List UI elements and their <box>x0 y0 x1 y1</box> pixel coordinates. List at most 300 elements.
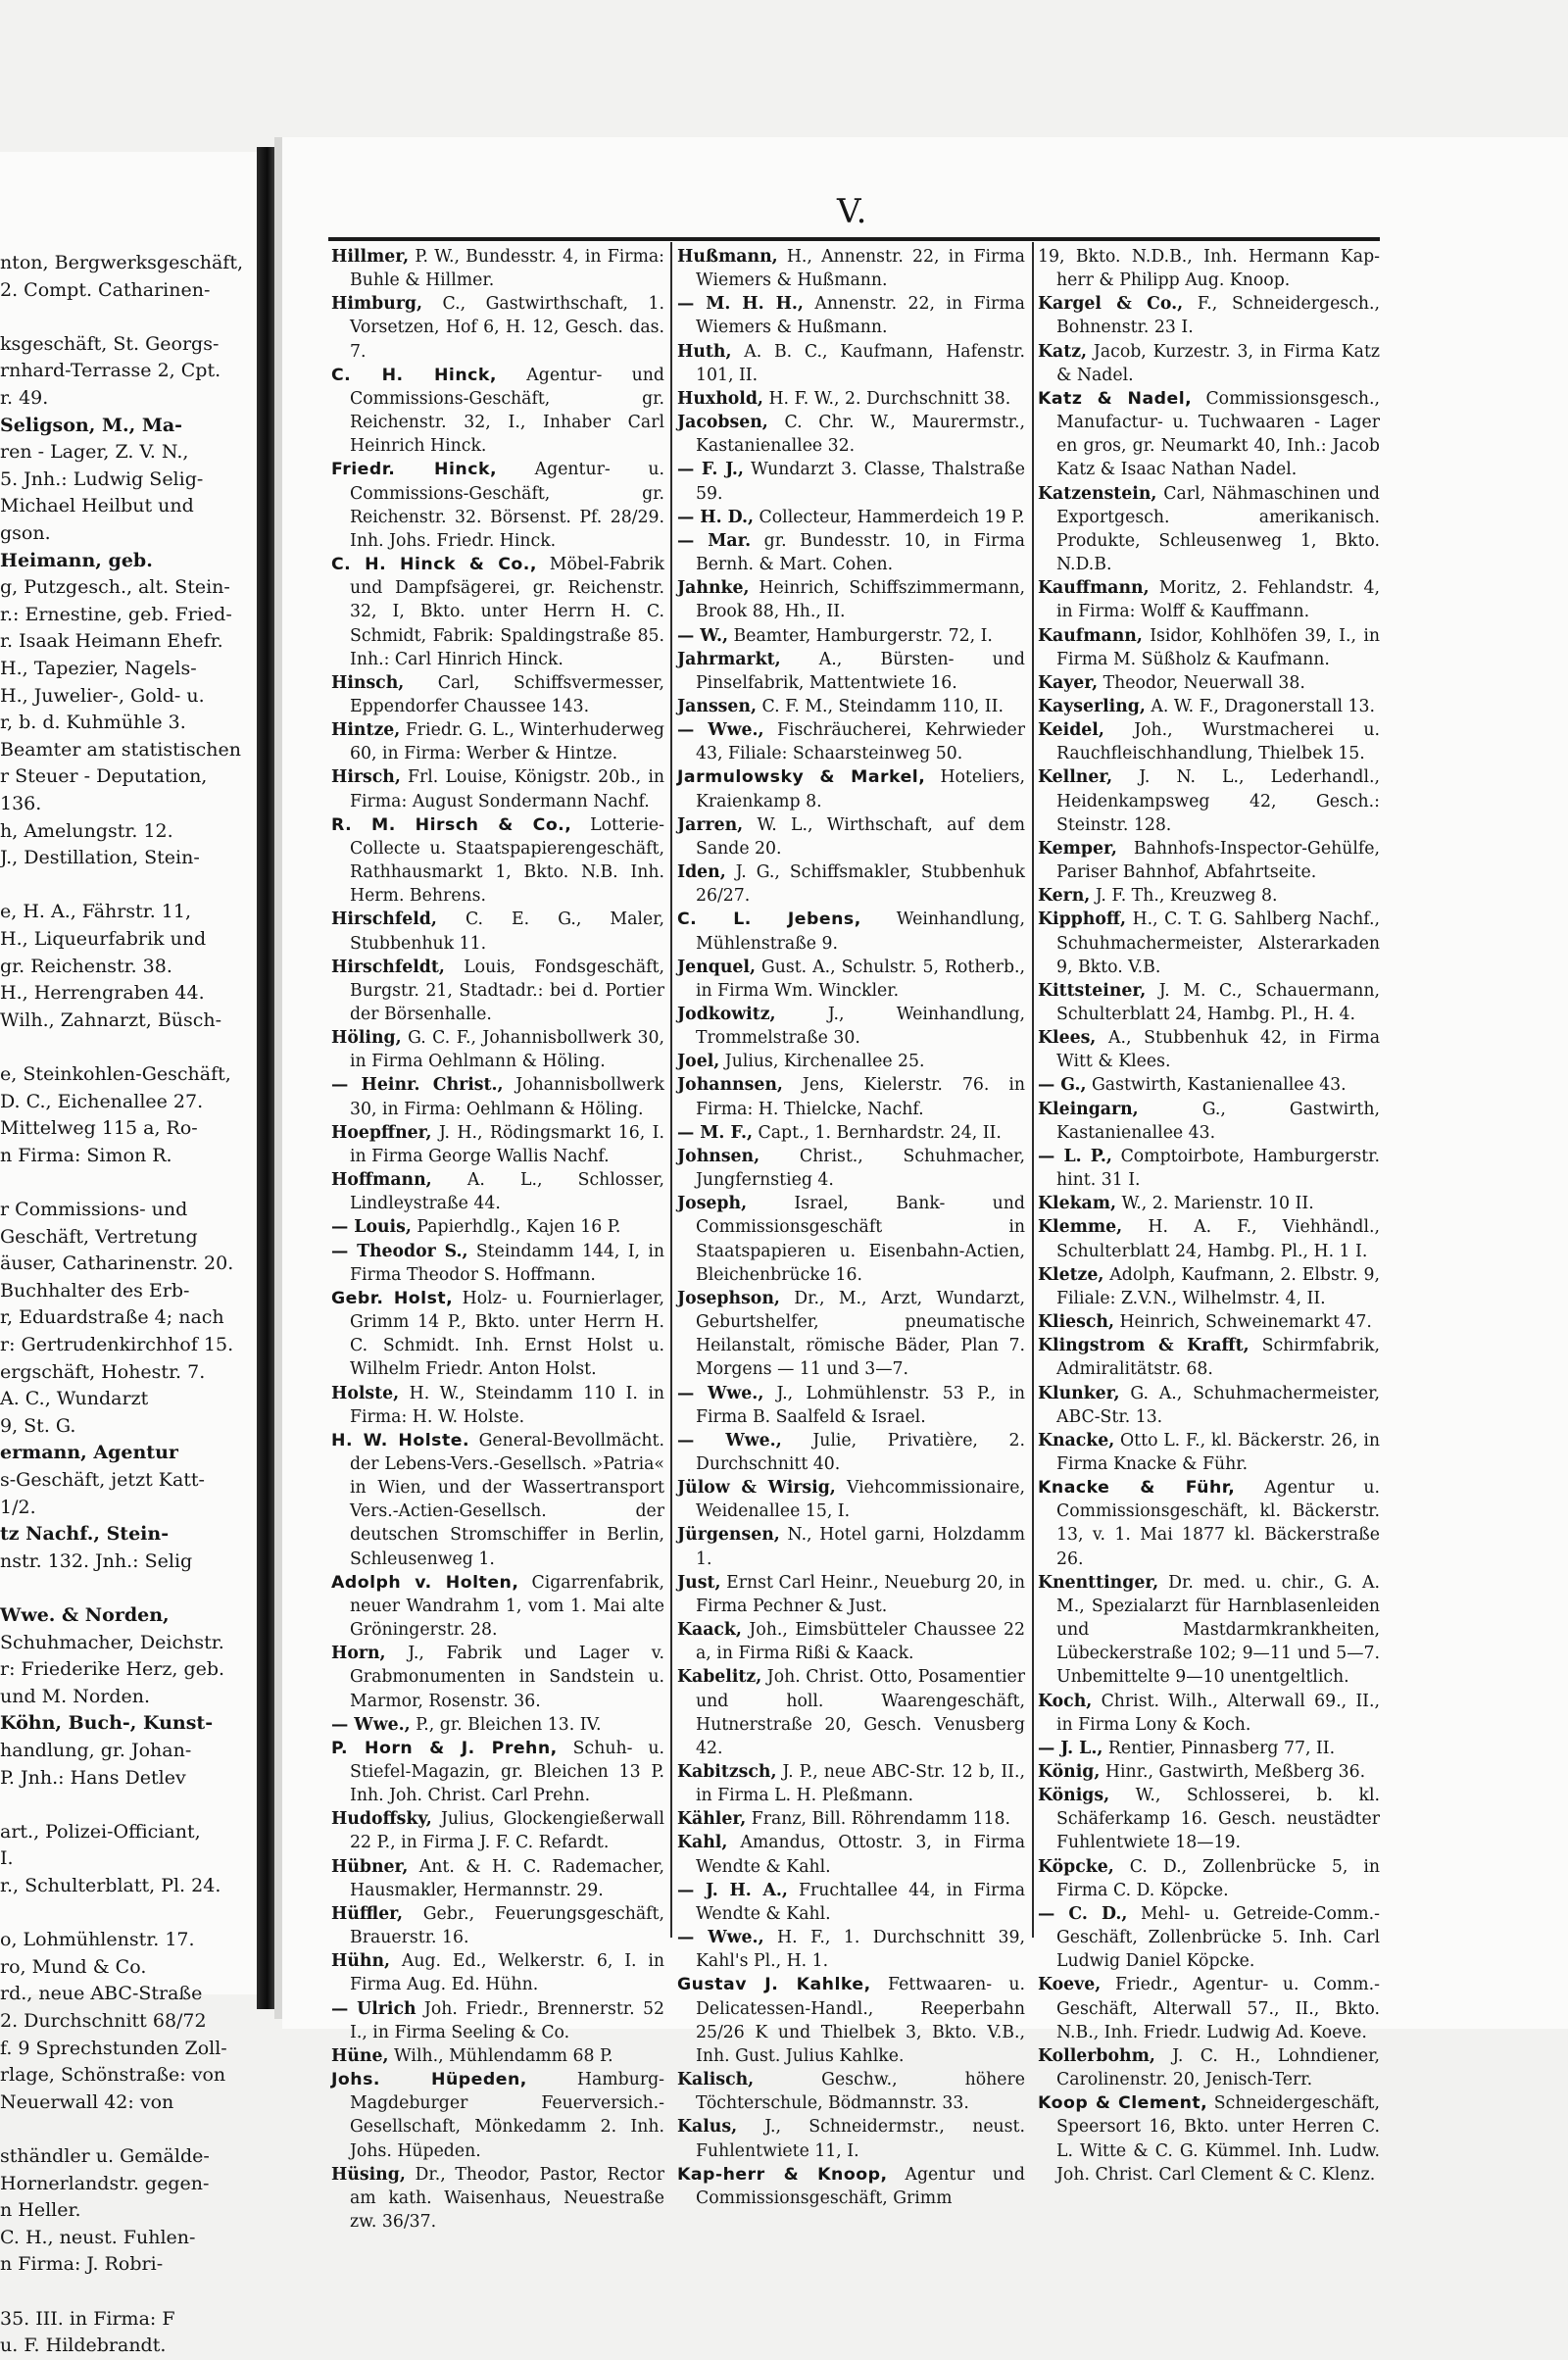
entry-details: Geschw., höhere Töchterschule, Bödmannstr. 33. <box>696 2070 1025 2114</box>
entry-details: Agentur u. Commissionsgeschäft, kl. Bäckerstr. 13, v. 1. Mai 1877 kl. Bäckerstraße 26. <box>1056 1478 1380 1569</box>
directory-entry <box>1038 1784 1380 1854</box>
entry-name: Klunker, <box>1038 1383 1120 1403</box>
left-fragment-line: D. C., Eichenallee 27. <box>0 1090 204 1112</box>
entry-details: Julie, Privatière, 2. Durchschnitt 40. <box>696 1430 1025 1474</box>
entry-name: Jodkowitz, <box>677 1005 776 1024</box>
entry-name: König, <box>1038 1762 1101 1782</box>
entry-name: Kähler, <box>677 1809 747 1830</box>
directory-entry <box>331 292 664 363</box>
entry-details: H. F. W., 2. Durchschnitt 38. <box>762 388 1011 409</box>
entry-details: J. F. Th., Kreuzweg 8. <box>1090 886 1278 907</box>
entry-name: Hußmann, <box>677 247 778 267</box>
entry-name: C. H. Hinck, <box>331 365 497 385</box>
entry-name: Kaack, <box>677 1620 742 1641</box>
page-number: V. <box>837 192 868 231</box>
entry-details: 19, Bkto. N.D.B., Inh. Hermann Kap-herr & Philipp Aug. Knoop. <box>1038 247 1380 291</box>
left-fragment-line: o, Lohmühlenstr. 17. <box>0 1929 195 1951</box>
directory-entry <box>1038 387 1380 482</box>
entry-name: — Wwe., <box>331 1714 411 1735</box>
entry-name: Just, <box>677 1572 721 1593</box>
directory-entry <box>331 245 664 292</box>
entry-name: Köpcke, <box>1038 1856 1114 1877</box>
entry-details: Fruchtallee 44, in Firma Wendte & Kahl. <box>696 1880 1026 1924</box>
entry-name: — Louis, <box>331 1217 412 1238</box>
directory-entry <box>1038 1145 1380 1192</box>
directory-entry <box>1038 671 1380 695</box>
entry-details: W., Schlosserei, b. kl. Schäferkamp 16. Gesch. neustädter Fuhlentwiete 18—19. <box>1056 1786 1380 1853</box>
entry-details: Viehcommissionaire, Weidenallee 15, I. <box>696 1478 1026 1522</box>
entry-name: Johannsen, <box>677 1075 783 1096</box>
directory-entry <box>331 458 664 553</box>
directory-entry <box>1038 765 1380 836</box>
directory-entry <box>1038 292 1380 339</box>
directory-entry <box>677 813 1025 860</box>
entry-name: Hirsch, <box>331 767 401 788</box>
left-fragment-line: 5. Jnh.: Ludwig Selig- <box>0 467 204 490</box>
left-fragment-line: handlung, gr. Johan- <box>0 1740 192 1761</box>
entry-name: R. M. Hirsch & Co., <box>331 814 572 835</box>
entry-name: Klekam, <box>1038 1194 1117 1214</box>
entry-name: — G., <box>1038 1075 1087 1096</box>
entry-details: H. A. F., Viehhändl., Schulterblatt 24, Hambg. Pl., H. 1 I. <box>1056 1217 1380 1261</box>
directory-entry <box>1038 482 1380 577</box>
entry-name: Gustav J. Kahlke, <box>677 1975 871 1995</box>
directory-entry <box>1038 1476 1380 1571</box>
entry-details: Mehl- u. Getreide-Comm.-Geschäft, Zollenbrücke 5. Inh. Carl Ludwig Daniel Köpcke. <box>1056 1903 1380 1972</box>
directory-entry <box>677 2068 1025 2115</box>
directory-entry <box>331 1121 664 1168</box>
directory-entry <box>331 2163 664 2234</box>
left-fragment-line: r, Eduardstraße 4; nach <box>0 1306 224 1329</box>
entry-details: A. B. C., Kaufmann, Hafenstr. 101, II. <box>696 341 1025 385</box>
directory-entry <box>1038 340 1380 387</box>
directory-entry <box>677 576 1025 623</box>
entry-details: Beamter, Hamburgerstr. 72, I. <box>728 625 993 646</box>
directory-entry <box>1038 1310 1380 1334</box>
left-fragment-line: J., Destillation, Stein- <box>0 847 200 869</box>
entry-name: Kap-herr & Knoop, <box>677 2164 888 2185</box>
entry-name: Kayserling, <box>1038 696 1146 716</box>
entry-name: Kern, <box>1038 886 1091 907</box>
directory-entry <box>1038 1902 1380 1973</box>
entry-name: — C. D., <box>1038 1903 1128 1924</box>
entry-name: Hirschfeld, <box>331 910 437 930</box>
entry-details: J. G., Schiffsmakler, Stubbenhuk 26/27. <box>696 862 1025 907</box>
directory-entry <box>1038 2044 1380 2091</box>
entry-details: Julius, Kirchenallee 25. <box>719 1052 925 1072</box>
left-fragment-line: und M. Norden. <box>0 1685 151 1707</box>
left-fragment-line: Köhn, Buch-, Kunst- <box>0 1712 214 1735</box>
left-fragment-line: äuser, Catharinenstr. 20. <box>0 1253 234 1275</box>
directory-entry <box>1038 1571 1380 1690</box>
entry-name: — J. H. A., <box>677 1880 788 1900</box>
entry-name: Kemper, <box>1038 838 1117 859</box>
entry-name: Koch, <box>1038 1691 1093 1711</box>
left-fragment-line: h, Amelungstr. 12. <box>0 819 173 842</box>
directory-entry <box>677 695 1025 718</box>
entry-name: Königs, <box>1038 1786 1110 1806</box>
entry-details: A., Bürsten- und Pinselfabrik, Mattentwiete 16. <box>696 649 1025 693</box>
left-fragment-line: Wwe. & Norden, <box>0 1604 170 1626</box>
left-fragment-line: Wilh., Zahnarzt, Büsch- <box>0 1008 222 1031</box>
directory-entry <box>677 1050 1025 1073</box>
entry-name: Josephson, <box>677 1288 780 1308</box>
directory-entry <box>1038 1382 1380 1429</box>
directory-entry <box>677 245 1025 292</box>
entry-details: Holz- u. Fournierlager, Grimm 14 P., Bkto. unter Herrn H. C. Schmidt. Inh. Ernst Holst u. Wilhelm Friedr. Anton Holst. <box>350 1288 664 1380</box>
entry-details: C., Gastwirthschaft, 1. Vorsetzen, Hof 6, H. 12, Gesch. das. 7. <box>350 294 664 362</box>
directory-entry <box>677 1287 1025 1382</box>
left-fragment-line: Seligson, M., Ma- <box>0 414 183 436</box>
left-fragment-line: Michael Heilbut und <box>0 495 194 517</box>
entry-details: J. M. C., Schauermann, Schulterblatt 24, Hambg. Pl., H. 4. <box>1056 980 1380 1024</box>
entry-details: Comptoirbote, Hamburgerstr. hint. 31 I. <box>1056 1146 1380 1191</box>
left-fragment-line: Geschäft, Vertretung <box>0 1225 198 1248</box>
left-fragment-line: ermann, Agentur <box>0 1442 178 1464</box>
left-fragment-line: Beamter am statistischen <box>0 738 241 761</box>
left-fragment-line: H., Tapezier, Nagels- <box>0 658 197 679</box>
entry-name: — J. L., <box>1038 1738 1103 1758</box>
directory-entry <box>1038 908 1380 978</box>
directory-entry <box>677 292 1025 339</box>
directory-entry <box>677 1145 1025 1192</box>
book-spine <box>257 147 274 2009</box>
directory-entry <box>677 2163 1025 2210</box>
left-fragment-line: n Firma: Simon R. <box>0 1144 172 1166</box>
directory-entry <box>677 340 1025 387</box>
entry-details: C. F. M., Steindamm 110, II. <box>756 696 1004 716</box>
entry-details: Otto L. F., kl. Bäckerstr. 26, in Firma Knacke & Führ. <box>1056 1430 1380 1474</box>
entry-details: Julius, Glockengießerwall 22 P., in Firma J. F. C. Refardt. <box>350 1809 664 1853</box>
directory-entry <box>677 765 1025 812</box>
entry-name: Hoffmann, <box>331 1170 432 1191</box>
directory-entry <box>331 1571 664 1642</box>
entry-name: Kabelitz, <box>677 1667 762 1688</box>
entry-details: Adolph, Kaufmann, 2. Elbstr. 9, Filiale: Z.V.N., Wilhelmstr. 4, II. <box>1056 1264 1380 1308</box>
entry-details: Amandus, Ottostr. 3, in Firma Wendte & Kahl. <box>696 1833 1025 1877</box>
directory-entry <box>677 624 1025 648</box>
left-fragment-line: ergschäft, Hohestr. 7. <box>0 1360 206 1383</box>
entry-details: Joh., Eimsbütteler Chaussee 22 a, in Firma Rißi & Kaack. <box>696 1620 1025 1664</box>
directory-entry <box>331 671 664 718</box>
left-fragment-line: sthändler u. Gemälde- <box>0 2145 210 2167</box>
left-fragment-line: g, Putzgesch., alt. Stein- <box>0 576 230 599</box>
entry-details: Jacob, Kurzestr. 3, in Firma Katz & Nadel. <box>1056 341 1380 385</box>
directory-entry <box>331 1287 664 1382</box>
entry-details: Gust. A., Schulstr. 5, Rotherb., in Firma Wm. Winckler. <box>696 957 1025 1001</box>
directory-entry <box>677 1831 1025 1878</box>
directory-entry <box>677 1003 1025 1050</box>
directory-entry <box>677 1121 1025 1145</box>
entry-details: Annenstr. 22, in Firma Wiemers & Hußmann. <box>696 294 1025 338</box>
left-fragment-line: r: Friederike Herz, geb. <box>0 1658 225 1681</box>
directory-entry <box>677 1571 1025 1618</box>
left-fragment-line: 35. III. in Firma: F <box>0 2307 175 2330</box>
left-fragment-line: H., Juwelier-, Gold- u. <box>0 684 205 707</box>
left-fragment-line: ro, Mund & Co. <box>0 1955 147 1978</box>
entry-details: Hinr., Gastwirth, Meßberg 36. <box>1100 1762 1366 1782</box>
entry-name: Klingstrom & Krafft, <box>1038 1336 1250 1356</box>
entry-name: Hirschfeldt, <box>331 957 445 977</box>
directory-entry <box>677 529 1025 576</box>
entry-details: J. N. L., Lederhandl., Heidenkampsweg 42, Gesch.: Steinstr. 128. <box>1056 767 1380 835</box>
entry-details: Isidor, Kohlhöfen 39, I., in Firma M. Süßholz & Kaufmann. <box>1056 625 1380 669</box>
left-fragment-line: Mittelweg 115 a, Ro- <box>0 1117 198 1140</box>
entry-name: — Wwe., <box>677 1383 764 1403</box>
entry-name: Iden, <box>677 862 726 883</box>
left-fragment-line: r Commissions- und <box>0 1199 188 1220</box>
entry-name: Hübner, <box>331 1856 409 1877</box>
entry-details: J., Lohmühlenstr. 53 P., in Firma B. Saalfeld & Israel. <box>696 1383 1025 1427</box>
directory-entry <box>331 2068 664 2163</box>
entry-details: J. P., neue ABC-Str. 12 b, II., in Firma L. H. Pleßmann. <box>696 1762 1025 1806</box>
entry-name: Katz & Nadel, <box>1038 388 1193 409</box>
entry-name: Jahnke, <box>677 578 750 599</box>
directory-entry <box>1038 695 1380 718</box>
entry-name: Adolph v. Holten, <box>331 1572 519 1593</box>
directory-entry <box>331 1073 664 1120</box>
entry-details: Agentur und Commissionsgeschäft, Grimm <box>696 2164 1025 2208</box>
entry-details: J., Fabrik und Lager v. Grabmonumenten in Sandstein u. Marmor, Rosenstr. 36. <box>350 1644 664 1711</box>
directory-entry <box>1038 1737 1380 1760</box>
entry-details: G. A., Schuhmachermeister, ABC-Str. 13. <box>1056 1383 1380 1427</box>
entry-name: Holste, <box>331 1383 400 1403</box>
directory-entry <box>331 2044 664 2068</box>
left-fragment-line: nton, Bergwerksgeschäft, <box>0 252 244 273</box>
left-fragment-line: r. Isaak Heimann Ehefr. <box>0 630 223 653</box>
entry-name: Hintze, <box>331 720 401 741</box>
entry-details: P., gr. Bleichen 13. IV. <box>410 1714 602 1735</box>
directory-entry <box>1038 1073 1380 1097</box>
entry-name: Kayer, <box>1038 672 1099 693</box>
entry-name: Kliesch, <box>1038 1312 1114 1333</box>
directory-entry <box>677 1073 1025 1120</box>
entry-details: Hoteliers, Kraienkamp 8. <box>696 767 1026 811</box>
entry-name: Hoepffner, <box>331 1122 432 1143</box>
entry-name: C. L. Jebens, <box>677 910 861 930</box>
entry-name: Kargel & Co., <box>1038 294 1184 315</box>
directory-entry <box>1038 245 1380 292</box>
entry-details: J. C. H., Lohndiener, Carolinenstr. 20, Jenisch-Terr. <box>1056 2045 1380 2090</box>
directory-entry <box>677 1618 1025 1665</box>
entry-details: C. E. G., Maler, Stubbenhuk 11. <box>350 910 664 954</box>
directory-entry <box>1038 1429 1380 1476</box>
left-fragment-line: gr. Reichenstr. 38. <box>0 955 172 977</box>
left-fragment-line: e, Steinkohlen-Geschäft, <box>0 1063 231 1085</box>
entry-name: H. W. Holste. <box>331 1430 470 1450</box>
directory-entry <box>1038 1855 1380 1902</box>
directory-entry <box>331 1807 664 1854</box>
entry-details: Franz, Bill. Röhrendamm 118. <box>746 1809 1011 1830</box>
entry-name: — W., <box>677 625 729 646</box>
entry-name: Koop & Clement, <box>1038 2093 1208 2114</box>
directory-entry <box>1038 718 1380 765</box>
entry-details: P. W., Bundesstr. 4, in Firma: Buhle & Hillmer. <box>350 247 664 291</box>
entry-name: Kalisch, <box>677 2070 755 2090</box>
entry-name: — H. D., <box>677 507 755 527</box>
entry-details: C. D., Zollenbrücke 5, in Firma C. D. Köpcke. <box>1056 1856 1380 1900</box>
directory-entry <box>331 364 664 459</box>
directory-entry <box>677 458 1025 505</box>
entry-name: Kahl, <box>677 1833 728 1853</box>
entry-name: Gebr. Holst, <box>331 1288 454 1308</box>
left-fragment-line: rlage, Schönstraße: von <box>0 2064 226 2087</box>
directory-entry <box>677 1665 1025 1760</box>
entry-details: H., C. T. G. Sahlberg Nachf., Schuhmachermeister, Alsterarkaden 9, Bkto. V.B. <box>1056 910 1380 977</box>
directory-entry <box>331 956 664 1026</box>
left-fragment-line: r Steuer - Deputation, <box>0 765 208 788</box>
left-fragment-line: u. F. Hildebrandt. <box>0 2335 167 2357</box>
directory-entry <box>331 1642 664 1712</box>
entry-name: Jacobsen, <box>677 413 768 433</box>
directory-entry <box>677 1476 1025 1523</box>
entry-details: Aug. Ed., Welkerstr. 6, I. in Firma Aug. Ed. Hühn. <box>350 1951 664 1995</box>
entry-details: J., Weinhandlung, Trommelstraße 30. <box>696 1005 1025 1049</box>
entry-details: Schneidergeschäft, Speersort 16, Bkto. unter Herren C. L. Witte & C. G. Kümmel. Inh. Ludw. Joh. Christ. Carl Clement & C. Klenz. <box>1056 2093 1380 2185</box>
entry-name: Kollerbohm, <box>1038 2045 1155 2066</box>
entry-name: Huth, <box>677 341 732 362</box>
directory-entry <box>331 1997 664 2044</box>
entry-details: J. H., Rödingsmarkt 16, I. in Firma George Wallis Nachf. <box>350 1122 664 1166</box>
directory-entry <box>677 1429 1025 1476</box>
entry-details: General-Bevollmächt. der Lebens-Vers.-Gesellsch. »Patria« in Wien, und der Wassertransport Vers.-Actien-Gesellsch. der deutschen Stromschiffer in Berlin, Schleusenweg 1. <box>350 1430 664 1569</box>
entry-name: Katz, <box>1038 341 1088 362</box>
column-1 <box>331 245 665 2232</box>
directory-entry <box>677 1879 1025 1926</box>
entry-name: Kauffmann, <box>1038 578 1150 599</box>
header-rule <box>328 237 1380 241</box>
entry-details: Theodor, Neuerwall 38. <box>1098 672 1305 693</box>
entry-name: Jülow & Wirsig, <box>677 1478 836 1499</box>
entry-name: P. Horn & J. Prehn, <box>331 1738 558 1758</box>
left-fragment-line: f. 9 Sprechstunden Zoll- <box>0 2037 227 2059</box>
entry-details: Dr., Theodor, Pastor, Rector am kath. Waisenhaus, Neuestraße zw. 36/37. <box>350 2164 664 2232</box>
entry-name: Joel, <box>677 1052 720 1072</box>
entry-name: Kletze, <box>1038 1264 1104 1285</box>
entry-name: Janssen, <box>677 696 757 716</box>
entry-name: Keidel, <box>1038 720 1104 741</box>
column-3 <box>1038 245 1380 2185</box>
entry-details: Ernst Carl Heinr., Neueburg 20, in Firma Pechner & Just. <box>696 1572 1025 1616</box>
entry-details: H., Annenstr. 22, in Firma Wiemers & Hußmann. <box>696 247 1025 291</box>
column-divider <box>670 242 672 1938</box>
entry-name: Kellner, <box>1038 767 1113 788</box>
directory-entry <box>1038 1098 1380 1145</box>
entry-name: — Mar. <box>677 530 752 551</box>
directory-entry <box>677 411 1025 458</box>
entry-details: Dr. med. u. chir., G. A. M., Spezialarzt für Harnblasenleiden und Mastdarmkrankheiten, Lübeckerstraße 102; 9—11 und 5—7. Unbemittelte 9—10 unentgeltlich. <box>1056 1572 1380 1688</box>
entry-details: H. F., 1. Durchschnitt 39, Kahl's Pl., H. 1. <box>696 1928 1026 1972</box>
entry-name: Kittsteiner, <box>1038 980 1147 1001</box>
entry-details: Joh. Christ. Otto, Posamentier und holl. Waarengeschäft, Hutnerstraße 20, Gesch. Venusberg 42. <box>696 1667 1025 1758</box>
entry-details: Christ., Schuhmacher, Jungfernstieg 4. <box>696 1146 1025 1191</box>
directory-entry <box>677 1192 1025 1287</box>
directory-entry <box>331 1240 664 1287</box>
left-fragment-line: ksgeschäft, St. Georgs- <box>0 332 220 355</box>
left-fragment-line: gson. <box>0 522 51 544</box>
entry-details: A. W. F., Dragonerstall 13. <box>1145 696 1376 716</box>
directory-entry <box>331 1382 664 1429</box>
entry-details: Papierhdlg., Kajen 16 P. <box>411 1217 621 1238</box>
directory-entry <box>1038 1263 1380 1310</box>
entry-details: Hamburg-Magdeburger Feuerversich.-Gesellschaft, Mönkedamm 2. Inh. Johs. Hüpeden. <box>350 2070 664 2161</box>
entry-name: Hühn, <box>331 1951 391 1972</box>
left-fragment-line: C. H., neust. Fuhlen- <box>0 2226 196 2248</box>
entry-details: J., Schneidermstr., neust. Fuhlentwiete 11, I. <box>696 2117 1025 2161</box>
left-fragment-line: nstr. 132. Jnh.: Selig <box>0 1549 193 1572</box>
directory-entry <box>331 1026 664 1073</box>
entry-details: Weinhandlung, Mühlenstraße 9. <box>696 910 1025 954</box>
entry-name: Himburg, <box>331 294 423 315</box>
directory-entry <box>331 1855 664 1902</box>
entry-details: H. W., Steindamm 110 I. in Firma: H. W. Holste. <box>350 1383 664 1427</box>
entry-name: Höling, <box>331 1028 402 1049</box>
entry-name: Hüffler, <box>331 1903 404 1924</box>
left-fragment-line: r. 49. <box>0 387 49 409</box>
entry-name: — Wwe., <box>677 1928 764 1948</box>
entry-details: Heinrich, Schiffszimmermann, Brook 88, Hh., II. <box>696 578 1025 622</box>
directory-entry <box>331 765 664 812</box>
left-fragment-line: rnhard-Terrasse 2, Cpt. <box>0 360 221 382</box>
entry-name: Hüne, <box>331 2045 389 2066</box>
directory-entry <box>1038 2091 1380 2187</box>
entry-details: Cigarrenfabrik, neuer Wandrahm 1, vom 1. Mai alte Gröningerstr. 28. <box>350 1572 664 1641</box>
directory-entry <box>677 718 1025 765</box>
entry-name: Kabitzsch, <box>677 1762 777 1782</box>
entry-details: Wilh., Mühlendamm 68 P. <box>388 2045 613 2066</box>
directory-entry <box>331 813 664 909</box>
entry-name: — Ulrich <box>331 1998 416 2019</box>
entry-details: Commissionsgesch., Manufactur- u. Tuchwaaren - Lager en gros, gr. Neumarkt 40, Inh.: Jacob Katz & Isaac Nathan Nadel. <box>1056 388 1380 480</box>
left-fragment-line: s-Geschäft, jetzt Katt- <box>0 1469 205 1491</box>
entry-details: Rentier, Pinnasberg 77, II. <box>1102 1738 1336 1758</box>
entry-name: — Wwe., <box>677 1430 782 1450</box>
directory-entry <box>677 1760 1025 1807</box>
directory-entry <box>331 908 664 955</box>
entry-name: Friedr. Hinck, <box>331 460 498 480</box>
left-fragment-line: ren - Lager, Z. V. N., <box>0 441 189 464</box>
left-fragment-line: Neuerwall 42: von <box>0 2090 174 2113</box>
entry-name: Koeve, <box>1038 1975 1102 1995</box>
left-fragment-line: H., Herrengraben 44. <box>0 982 205 1005</box>
left-fragment-line: e, H. A., Fährstr. 11, <box>0 901 192 923</box>
entry-details: C. Chr. W., Maurermstr., Kastanienallee 32. <box>696 413 1025 457</box>
entry-details: Jens, Kielerstr. 76. in Firma: H. Thielcke, Nachf. <box>696 1075 1025 1119</box>
entry-details: Agentur- und Commissions-Geschäft, gr. Reichenstr. 32, I., Inhaber Carl Heinrich Hinck. <box>350 365 664 457</box>
entry-details: Gastwirth, Kastanienallee 43. <box>1086 1075 1347 1096</box>
left-page-fragment <box>0 152 257 2357</box>
directory-entry <box>331 718 664 765</box>
entry-details: W., 2. Marienstr. 10 II. <box>1116 1194 1314 1214</box>
directory-entry <box>1038 1760 1380 1784</box>
directory-entry <box>1038 576 1380 623</box>
book-gutter <box>274 137 282 2019</box>
directory-entry <box>1038 979 1380 1026</box>
left-fragment-line: 136. <box>0 793 42 814</box>
directory-entry <box>1038 1690 1380 1737</box>
left-fragment-line: H., Liqueurfabrik und <box>0 928 207 950</box>
entry-details: Carl, Nähmaschinen und Exportgesch. amerikanisch. Produkte, Schleusenweg 1, Bkto. N.D.B. <box>1056 483 1380 575</box>
entry-name: — L. P., <box>1038 1146 1112 1166</box>
entry-name: Kipphoff, <box>1038 910 1127 930</box>
directory-entry <box>331 553 664 671</box>
entry-name: — Theodor S., <box>331 1241 468 1261</box>
directory-entry <box>331 1902 664 1949</box>
directory-entry <box>1038 884 1380 908</box>
entry-name: C. H. Hinck & Co., <box>331 555 537 575</box>
entry-name: Hinsch, <box>331 672 405 693</box>
entry-details: gr. Bundesstr. 10, in Firma Bernh. & Mart. Cohen. <box>696 530 1025 575</box>
